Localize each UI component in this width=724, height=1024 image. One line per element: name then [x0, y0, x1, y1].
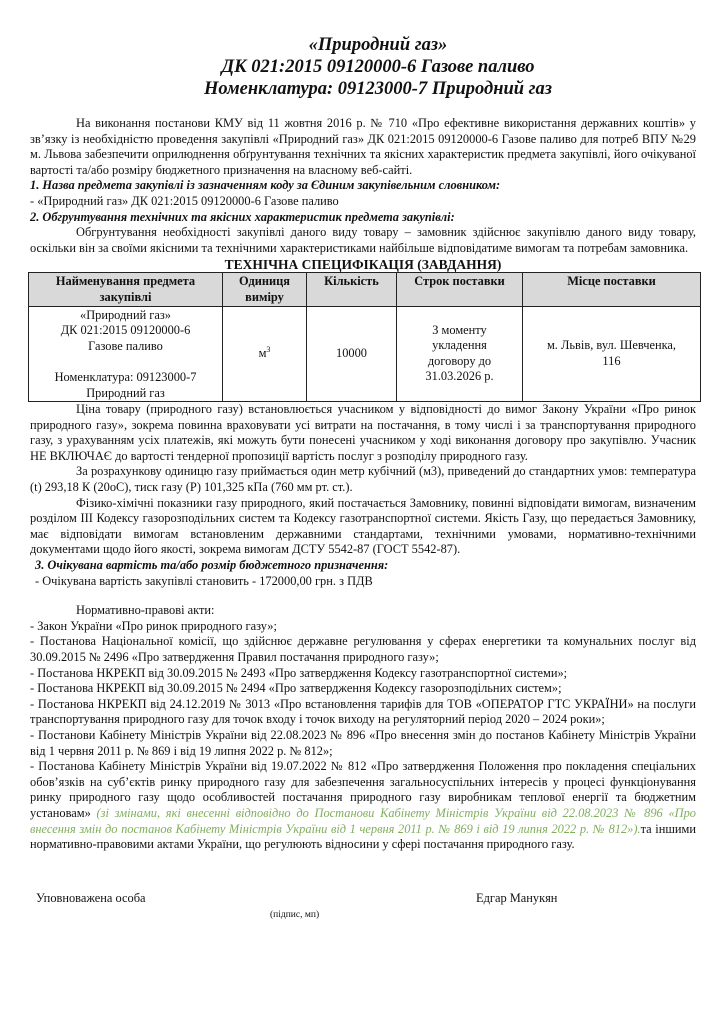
col-header-unit: Одиниця виміру [223, 273, 307, 306]
table-row [29, 306, 701, 402]
col-header-place: Місце поставки [523, 273, 701, 306]
item-name-line: Номенклатура: 09123000-7 [54, 369, 197, 384]
item-name-line: Газове паливо [88, 338, 163, 353]
title-line-3: Номенклатура: 09123000-7 Природний газ [204, 79, 552, 99]
section-1-text: - «Природний газ» ДК 021:2015 09120000-6 Газове паливо [30, 193, 339, 208]
cell-quantity: 10000 [307, 306, 397, 402]
legal-item: - Постанови Кабінету Міністрів України від 22.08.2023 № 896 «Про внесення змін до постанов Кабінету Міністрів України від 1 червня 2011 р. № 869 і від 19 липня 2022 р. № 812»; [30, 727, 696, 758]
title-line-2: ДК 021:2015 09120000-6 Газове паливо [221, 57, 535, 77]
section-2-text: Обгрунтування необхідності закупівлі даного виду товару – замовник здійснює закупівлю даного виду товару, оскільки він за своїми якісними та технічними характеристиками найбільше відповідатиме вимогам та потребам замовника. [30, 225, 696, 255]
intro-paragraph: На виконання постанови КМУ від 11 жовтня 2016 р. № 710 «Про ефективне використання державних коштів» у зв’язку із необхідністю проведення закупівлі «Природний газ» ДК 021:2015 09120000-6 Газове паливо для потреб ВПУ №29 м. Львова забезпечити оприлюднення обґрунтування технічних та якісних характеристик предмета закупівлі, його очікуваної вартості та/або розміру бюджетного призначення на власному веб-сайті. [30, 116, 696, 177]
legal-item: - Постанова НКРЕКП від 30.09.2015 № 2493 «Про затвердження Кодексу газотранспортної системи»; [30, 665, 568, 680]
item-name-line: «Природний газ» [80, 307, 171, 322]
signatory-name: Едгар Манукян [476, 890, 558, 905]
legal-item: - Постанова НКРЕКП від 30.09.2015 № 2494 «Про затвердження Кодексу газорозподільних систем»; [30, 681, 562, 696]
document-title [60, 34, 696, 100]
signatory-role: Уповноважена особа [36, 890, 146, 905]
legal-item: - Постанова Національної комісії, що здійснює державне регулювання у сферах енергетики та комунальних послуг від 30.09.2015 № 2496 «Про затвердження Правил постачання природного газу»; [30, 634, 696, 664]
quality-paragraph: Фізико-хімічні показники газу природного, який постачається Замовнику, повинні відповідати вимогам, визначеним розділом III Кодексу газорозподільних систем та Кодексу газотранспортної системи. Якість Газу, що передається Замовнику, має відповідати вимогам встановленим державними стандартами, технічними умовами, нормативно-технічними документами щодо його якості, зокрема вимогам ДСТУ 5542-87 (ГОСТ 5542-87). [30, 495, 696, 557]
spec-title: ТЕХНІЧНА СПЕЦИФІКАЦІЯ (ЗАВДАННЯ) [224, 257, 502, 273]
cell-item-name [29, 306, 223, 402]
price-paragraph: Ціна товару (природного газу) встановлюється учасником у відповідності до вимог Закону України «Про ринок природного газу», зокрема повинна враховувати усі витрати на постачання, в тому числі і за транспортування природного газу, з урахуванням усіх платежів, які можуть бути понесені учасником у ході виконання договору про закупівлю. Учасник НЕ ВКЛЮЧАЄ до вартості тендерної пропозиції вартість послуг з розподілу природного газу. [30, 402, 696, 463]
signature-block [30, 891, 696, 931]
legal-heading: Нормативно-правові акти: [76, 603, 215, 618]
legal-item-last: - Постанова Кабінету Міністрів України від 19.07.2022 № 812 «Про затвердження Положення про покладення спеціальних обов’язків на суб’єктів ринку природного газу для забезпечення загальносуспільних інтересів у процесі функціонування ринку природного газу щодо особливостей постачання природного газу виробникам теплової енергії та бюджетним установам» (зі змінами, які внесенні відповідно до Постанови Кабінету Міністрів України від 22.08.2023 № 896 «Про внесення змін до постанов Кабінету Міністрів України від 1 червня 2011 р. № 869 і від 19 липня 2022 р. № 812»).та іншими нормативно-правовими актами України, що регулюють відносини у сфері постачання природного газу. [30, 759, 696, 852]
cell-unit: $м^3$ [223, 306, 307, 402]
amendment-note: (зі змінами, які внесенні відповідно до Постанови Кабінету Міністрів України від 22.08.2023 № 896 «Про внесення змін до постанов Кабінету Міністрів України від 1 червня 2011 р. № 869 і від 19 липня 2022 р. № 812»). [30, 805, 696, 836]
unit-paragraph: За розрахункову одиницю газу приймається один метр кубічний (м3), приведений до стандартних умов: температура (t) 293,18 К (20оС), тиск газу (Р) 101,325 кПа (760 мм рт. ст.). [30, 464, 696, 495]
title-line-1: «Природний газ» [308, 35, 448, 55]
col-header-term: Строк поставки [397, 273, 523, 306]
section-1-heading: 1. Назва предмета закупівлі із зазначенням коду за Єдиним закупівельним словником: [30, 178, 501, 193]
section-3-heading: 3. Очікувана вартість та/або розмір бюджетного призначення: [35, 558, 389, 573]
signature-note: (підпис, мп) [270, 909, 320, 920]
spec-table-header-row [29, 273, 701, 306]
section-2-heading: 2. Обгрунтування технічних та якісних характеристик предмета закупівлі: [30, 209, 455, 224]
cell-term: З моменту укладення договору до 31.03.2026 р. [397, 306, 523, 402]
cell-place: м. Львів, вул. Шевченка, 116 [523, 306, 701, 402]
section-3-text: - Очікувана вартість закупівлі становить - 172000,00 грн. з ПДВ [35, 573, 373, 588]
item-name-line: ДК 021:2015 09120000-6 [60, 323, 191, 338]
legal-item: - Постанова НКРЕКП від 24.12.2019 № 3013 «Про встановлення тарифів для ТОВ «ОПЕРАТОР ГТС УКРАЇНИ» на послуги транспортування природного газу для точок входу і точок виходу на регуляторний період 2020 – 2024 роки»; [30, 696, 696, 727]
item-name-line: Природний газ [86, 385, 165, 400]
col-header-quantity: Кількість [307, 273, 397, 306]
document-page [30, 34, 696, 931]
col-header-name: Найменування предмета закупівлі [29, 273, 223, 306]
spec-table [28, 272, 701, 402]
legal-item: - Закон України «Про ринок природного газу»; [30, 618, 277, 633]
